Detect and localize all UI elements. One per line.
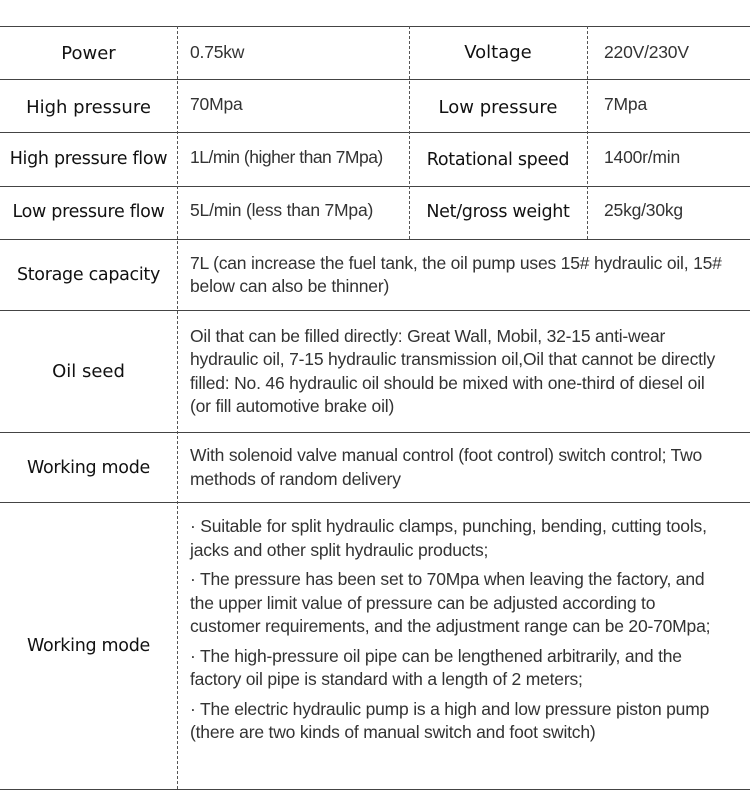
label-high-pressure-flow: High pressure flow xyxy=(9,149,168,169)
list-item: · The high-pressure oil pipe can be lengthened arbitrarily, and the factory oil pipe is standard with a length of 2 meters; xyxy=(190,645,682,689)
value-high-pressure-flow: 1L/min (higher than 7Mpa) xyxy=(190,147,383,168)
list-item: · Suitable for split hydraulic clamps, punching, bending, cutting tools, jacks and other split hydraulic products; xyxy=(190,516,707,560)
label-high-pressure: High pressure xyxy=(26,96,151,118)
list-item: · The electric hydraulic pump is a high and low pressure piston pump (there are two kinds of manual switch and foot switch) xyxy=(190,698,710,742)
value-low-pressure-flow: 5L/min (less than 7Mpa) xyxy=(190,200,374,221)
value-storage-capacity: 7L (can increase the fuel tank, the oil pump uses 15# hydraulic oil, 15# below can also be thinner) xyxy=(190,252,722,296)
value-low-pressure: 7Mpa xyxy=(604,94,647,115)
value-net-gross-weight: 25kg/30kg xyxy=(604,200,683,221)
label-working-mode: Working mode xyxy=(27,457,150,478)
label-working-mode-details: Working mode xyxy=(27,636,150,656)
value-power: 0.75kw xyxy=(190,42,245,63)
working-mode-details xyxy=(190,503,725,789)
column-divider xyxy=(177,26,178,789)
column-divider xyxy=(587,26,588,239)
list-item: · The pressure has been set to 70Mpa when leaving the factory, and the upper limit value of pressure can be adjusted according to customer requirements, and the adjustment range can be 20-70Mpa; xyxy=(190,569,711,636)
value-high-pressure: 70Mpa xyxy=(190,94,243,115)
label-low-pressure: Low pressure xyxy=(438,96,558,118)
row-border xyxy=(0,789,750,790)
label-oil-seed: Oil seed xyxy=(52,361,125,382)
label-rotational-speed: Rotational speed xyxy=(426,150,570,170)
value-working-mode: With solenoid valve manual control (foot control) switch control; Two methods of random delivery xyxy=(190,445,703,489)
label-net-gross-weight: Net/gross weight xyxy=(426,202,570,222)
value-rotational-speed: 1400r/min xyxy=(604,147,681,168)
value-oil-seed: Oil that can be filled directly: Great Wall, Mobil, 32-15 anti-wear hydraulic oil, 7-15 hydraulic transmission oil,Oil that cannot be directly filled: No. 46 hydraulic oil should be mixed with one-third of diesel oil (or fill automotive brake oil) xyxy=(190,325,716,416)
label-power: Power xyxy=(61,42,116,64)
label-storage-capacity: Storage capacity xyxy=(16,265,161,285)
label-low-pressure-flow: Low pressure flow xyxy=(12,202,165,222)
value-voltage: 220V/230V xyxy=(604,42,689,63)
label-voltage: Voltage xyxy=(464,41,532,63)
